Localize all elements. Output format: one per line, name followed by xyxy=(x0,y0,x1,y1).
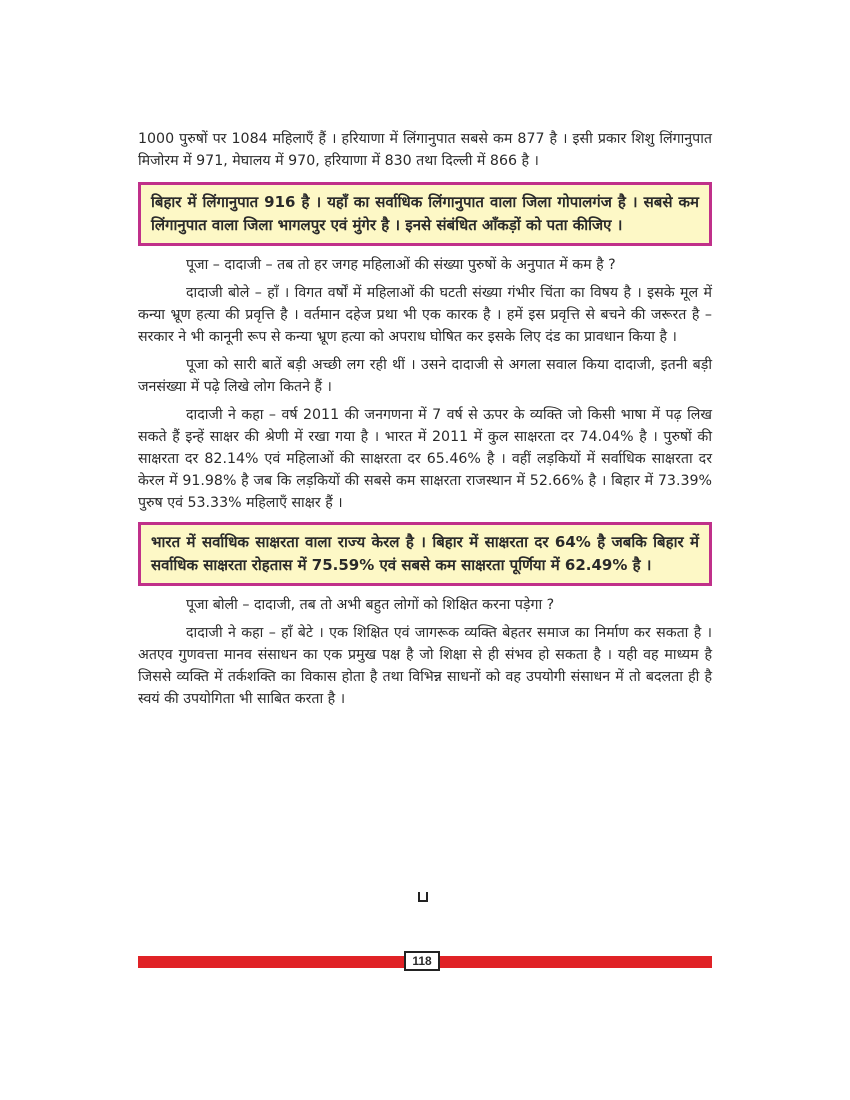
paragraph-pooja-literacy-question: पूजा को सारी बातें बड़ी अच्छी लग रही थीं । उसने दादाजी से अगला सवाल किया दादाजी, इतनी बड़ी जनसंख्या में पढ़े लिखे लोग कितने हैं । xyxy=(138,357,712,395)
info-box-sex-ratio: बिहार में लिंगानुपात 916 है । यहाँ का सर्वाधिक लिंगानुपात वाला जिला गोपालगंज है । सबसे कम लिंगानुपात वाला जिला भागलपुर एवं मुंगेर है । इनसे संबंधित आँकड़ों को पता कीजिए । xyxy=(138,182,712,246)
page-content xyxy=(138,128,712,716)
paragraph-pooja-question: पूजा – दादाजी – तब तो हर जगह महिलाओं की संख्या पुरुषों के अनुपात में कम है ? xyxy=(186,257,616,273)
paragraph-dadaji-reply: दादाजी बोले – हाँ । विगत वर्षों में महिलाओं की घटती संख्या गंभीर चिंता का विषय है । इसके मूल में कन्या भ्रूण हत्या की प्रवृत्ति है । वर्तमान दहेज प्रथा भी एक कारक है । हमें इस प्रवृत्ति से बचने की जरूरत है – सरकार ने भी कानूनी रूप से कन्या भ्रूण हत्या को अपराध घोषित कर इसके लिए दंड का प्रावधान किया है । xyxy=(138,285,712,345)
intro-paragraph: 1000 पुरुषों पर 1084 महिलाएँ हैं । हरियाणा में लिंगानुपात सबसे कम 877 है । इसी प्रकार शिशु लिंगानुपात मिजोरम में 971, मेघालय में 970, हरियाणा में 830 तथा दिल्ली में 866 है । xyxy=(138,131,712,169)
info-box-literacy: भारत में सर्वाधिक साक्षरता वाला राज्य केरल है । बिहार में साक्षरता दर 64% है जबकि बिहार में सर्वाधिक साक्षरता रोहतास में 75.59% एवं सबसे कम साक्षरता पूर्णिया में 62.49% है । xyxy=(138,522,712,586)
paragraph-education-importance: दादाजी ने कहा – हाँ बेटे । एक शिक्षित एवं जागरूक व्यक्ति बेहतर समाज का निर्माण कर सकता है । अतएव गुणवत्ता मानव संसाधन का एक प्रमुख पक्ष है जो शिक्षा से ही संभव हो सकता है । यही वह माध्यम है जिससे व्यक्ति में तर्कशक्ति का विकास होता है तथा विभिन्न साधनों को वह उपयोगी संसाधन में तो बदलता ही है स्वयं की उपयोगिता भी साबित करता है । xyxy=(138,625,712,707)
paragraph-pooja-says: पूजा बोली – दादाजी, तब तो अभी बहुत लोगों को शिक्षित करना पड़ेगा ? xyxy=(186,597,555,613)
end-of-section-icon xyxy=(418,892,428,902)
page-number: 118 xyxy=(404,951,440,971)
paragraph-literacy-stats: दादाजी ने कहा – वर्ष 2011 की जनगणना में 7 वर्ष से ऊपर के व्यक्ति जो किसी भाषा में पढ़ लिख सकते हैं इन्हें साक्षर की श्रेणी में रखा गया है । भारत में 2011 में कुल साक्षरता दर 74.04% है । पुरुषों की साक्षरता दर 82.14% एवं महिलाओं की साक्षरता दर 65.46% है । वहीं लड़कियों में सर्वाधिक साक्षरता दर केरल में 91.98% है जब कि लड़कियों की सबसे कम साक्षरता राजस्थान में 52.66% है । बिहार में 73.39% पुरुष एवं 53.33% महिलाएँ साक्षर हैं । xyxy=(138,407,712,511)
